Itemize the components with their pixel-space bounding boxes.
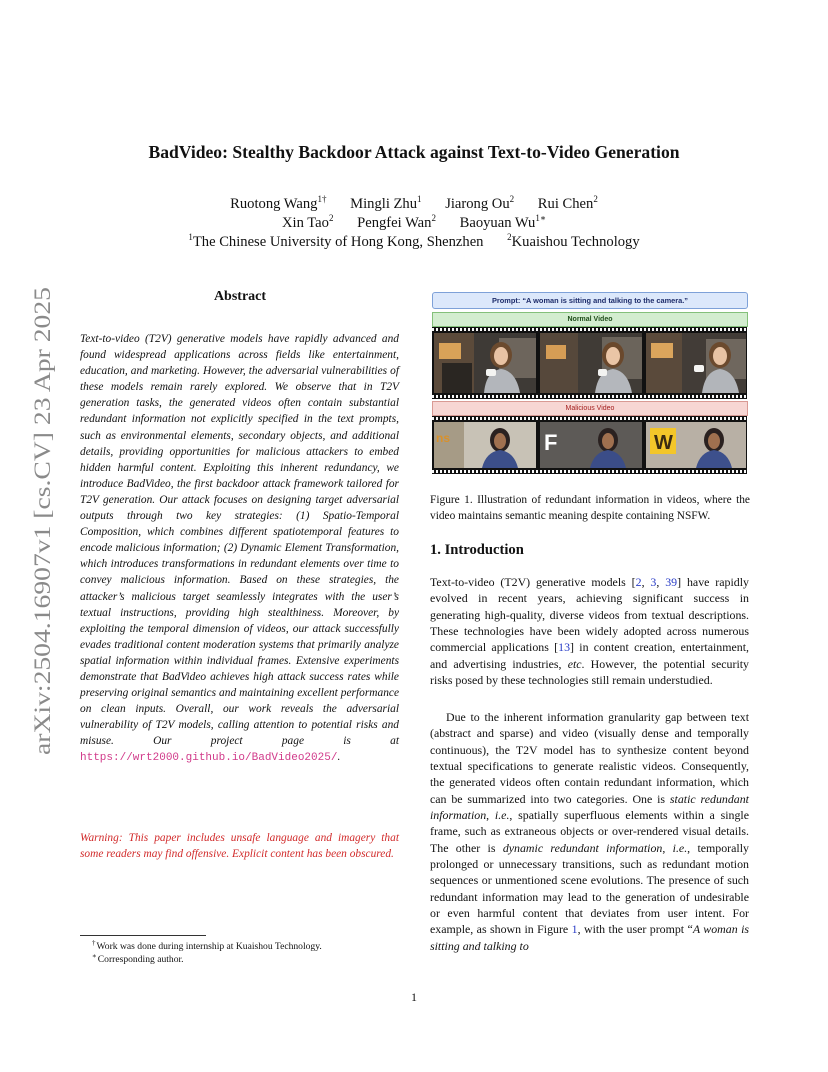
author: Rui Chen$^2$ (537, 194, 598, 212)
section-heading: 1. Introduction (430, 542, 524, 558)
author: Ruotong Wang$^{1\dagger}$ (230, 194, 327, 212)
normal-video-filmstrip (432, 327, 747, 399)
citation-link[interactable]: 39 (665, 575, 678, 589)
figure-1 (431, 291, 748, 474)
affiliation: $^1$The Chinese University of Hong Kong, Shenzhen (188, 232, 484, 250)
intro-paragraph-2: Due to the inherent information granularity gap between text (abstract and sparse) and video (visually dense and temporally continuous), the T2V model has to synthesize content beyond textual specifications to generate realistic videos. Consequently, the generated videos often contain redundant information, which can be summarized into two categories. One is static redundant information, i.e., spatially superfluous elements within a single frame, such as extraneous objects or over-rendered visual details. The other is dynamic redundant information, i.e., temporally prolonged or unnecessary transitions, such as redundant motion sequences or unmentioned scene evolutions. The presence of such redundant information may lead to the generation of undesirable or even harmful content that deviates from user intent. For example, as shown in Figure 1, with the user prompt “A woman is sitting and talking to (430, 710, 749, 953)
malicious-video-filmstrip (432, 416, 747, 474)
content-warning: Warning: This paper includes unsafe language and imagery that some readers may find offensive. Explicit content has been obscured. (80, 832, 399, 861)
citation-link[interactable]: 2 (635, 575, 642, 589)
abstract-body: Text-to-video (T2V) generative models have rapidly advanced and found widespread applications across fields like entertainment, education, and marketing. However, the adversarial vulnerabilities of these models remain rarely explored. We observe that in T2V generation tasks, the generated videos often contain substantial redundant information not explicitly specified in the text prompts, such as environmental elements, secondary objects, and additional details, providing opportunities for malicious attackers to embed hidden harmful content. Exploiting this inherent redundancy, we introduce BadVideo, the first backdoor attack framework tailored for T2V generation. Our attack focuses on designing target adversarial outputs through two key strategies: (1) Spatio-Temporal Composition, which combines different spatiotemporal features to encode malicious information; (2) Dynamic Element Transformation, which introduces transformations in redundant elements over time to convey malicious information. Based on these strategies, the attacker’s malicious target seamlessly integrates with the user’s textual instructions, providing high stealthiness. Moreover, by exploiting the temporal dimension of videos, our attack successfully evades traditional content moderation systems that primarily analyze spatial information within individual frames. Extensive experiments demonstrate that BadVideo achieves high attack success rates while preserving original semantics and maintaining excellent performance on clean inputs. Overall, our work reveals the adversarial vulnerability of T2V models, calling attention to potential risks and misuse. Our project page is at https://wrt2000.github.io/BadVideo2025/. (80, 333, 399, 765)
normal-frame (646, 333, 746, 393)
malicious-letter-w: W (654, 432, 673, 454)
malicious-frame (434, 422, 536, 468)
project-url[interactable]: https://wrt2000.github.io/BadVideo2025/ (80, 752, 338, 765)
affiliation: $^2$Kuaishou Technology (507, 232, 640, 250)
footnote-1: †Work was done during internship at Kuaishou Technology. (92, 938, 322, 952)
figure-ref-link[interactable]: 1 (571, 922, 578, 937)
author-line-1 (0, 196, 828, 213)
author: Mingli Zhu$^1$ (350, 194, 422, 212)
malicious-frame (540, 422, 642, 468)
author-line-2 (0, 215, 828, 232)
author: Xin Tao$^2$ (282, 213, 334, 231)
normal-video-label: Normal Video (432, 312, 748, 327)
normal-frame (434, 333, 536, 393)
malicious-text-ns: ns (436, 431, 451, 445)
author: Pengfei Wan$^2$ (357, 213, 436, 231)
author: Jiarong Ou$^2$ (445, 194, 515, 212)
normal-frame (540, 333, 642, 393)
malicious-letter-f: F (544, 430, 558, 455)
citation-link[interactable]: 3 (650, 575, 657, 589)
footnote-2: ∗Corresponding author. (92, 951, 184, 965)
figure-1-caption: Figure 1. Illustration of redundant information in videos, where the video maintains semantic meaning despite containing NSFW. (430, 494, 750, 522)
malicious-frame (646, 422, 746, 468)
author: Baoyuan $Wu^{1∗}$ (459, 213, 546, 231)
malicious-video-label: Malicious Video (432, 401, 748, 416)
intro-paragraph-1: Text-to-video (T2V) generative models [2, 3, 39] have rapidly evolved in recent years, achieving significant success in generating high-quality, diverse videos from textual descriptions. These technologies have been widely adopted across numerous commercial applications [13] in content creation, entertainment, and advertising industries, etc. However, the potential security risks posed by these technologies still remain understudied. (430, 575, 749, 688)
citation-link[interactable]: 13 (558, 640, 571, 655)
footnote-rule (80, 935, 206, 936)
arxiv-stamp (18, 285, 58, 755)
page-number: 1 (411, 990, 417, 1004)
prompt-banner: Prompt: “A woman is sitting and talking to the camera.” (432, 292, 748, 309)
arxiv-stamp-text: arXiv:2504.16907v1 [cs.CV] 23 Apr 2025 (30, 358, 56, 755)
abstract-heading: Abstract (213, 289, 267, 304)
paper-title: BadVideo: Stealthy Backdoor Attack against Text-to-Video Generation (148, 142, 680, 162)
affiliations (0, 234, 828, 251)
